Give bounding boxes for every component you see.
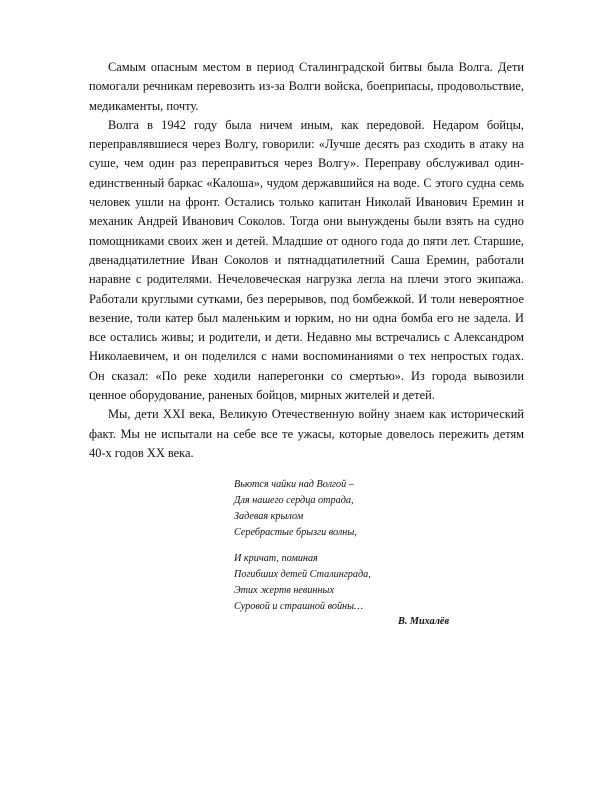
poem-line: И кричат, поминая: [234, 553, 318, 565]
poem-line: Вьются чайки над Волгой –: [234, 479, 354, 491]
paragraph-volga-danger: Самым опасным местом в период Сталинградской битвы была Волга. Дети помогали речникам перевозить из-за Волги войска, боеприпасы, продовольствие, медикаменты, почту.: [89, 60, 524, 113]
paragraph-21st-century-children: Мы, дети XXI века, Великую Отечественную войну знаем как исторический факт. Мы не испытали на себе все те ужасы, которые довелось пережить детям 40-х годов XX века.: [89, 407, 524, 460]
poem-line: Погибших детей Сталинграда,: [234, 569, 371, 581]
poem-stanza-1: [234, 477, 524, 541]
poem-line: Задевая крылом: [234, 511, 304, 523]
poem-stanza-2: [234, 551, 524, 630]
poem-line: Серебрастые брызги волны,: [234, 527, 357, 539]
poem-author: В. Михалёв: [398, 616, 449, 628]
poem-line: Суровой и страшной войны…: [234, 601, 364, 613]
poem: [234, 477, 524, 630]
poem-line: Этих жертв невинных: [234, 585, 334, 597]
paragraph-ferry-kalosha: Волга в 1942 году была ничем иным, как передовой. Недаром бойцы, переправлявшиеся через Волгу, говорили: «Лучше десять раз сходить в атаку на суше, чем один раз переправиться через Волгу». Переправу обслуживал один-единственный баркас «Калоша», чудом державшийся на воде. С этого судна семь человек ушли на фронт. Остались только капитан Николай Иванович Еремин и механик Андрей Иванович Соколов. Тогда они вынуждены были взять на судно помощниками своих жен и детей. Младшие от одного года до пяти лет. Старшие, двенадцатилетние Иван Соколов и пятнадцатилетний Саша Еремин, работали наравне с родителями. Нечеловеческая нагрузка легла на плечи этого экипажа. Работали круглыми сутками, без перерывов, под бомбежкой. И толи невероятное везение, толи катер был маленьким и юрким, но ни одна бомба его не задела. И все остались живы; и родители, и дети. Недавно мы встречались с Александром Николаевичем, и он поделился с нами воспоминаниями о тех непростых годах. Он сказал: «По реке ходили наперегонки со смертью». Из города вывозили ценное оборудование, раненых бойцов, мирных жителей и детей.: [89, 117, 524, 403]
poem-line: Для нашего сердца отрада,: [234, 495, 354, 507]
